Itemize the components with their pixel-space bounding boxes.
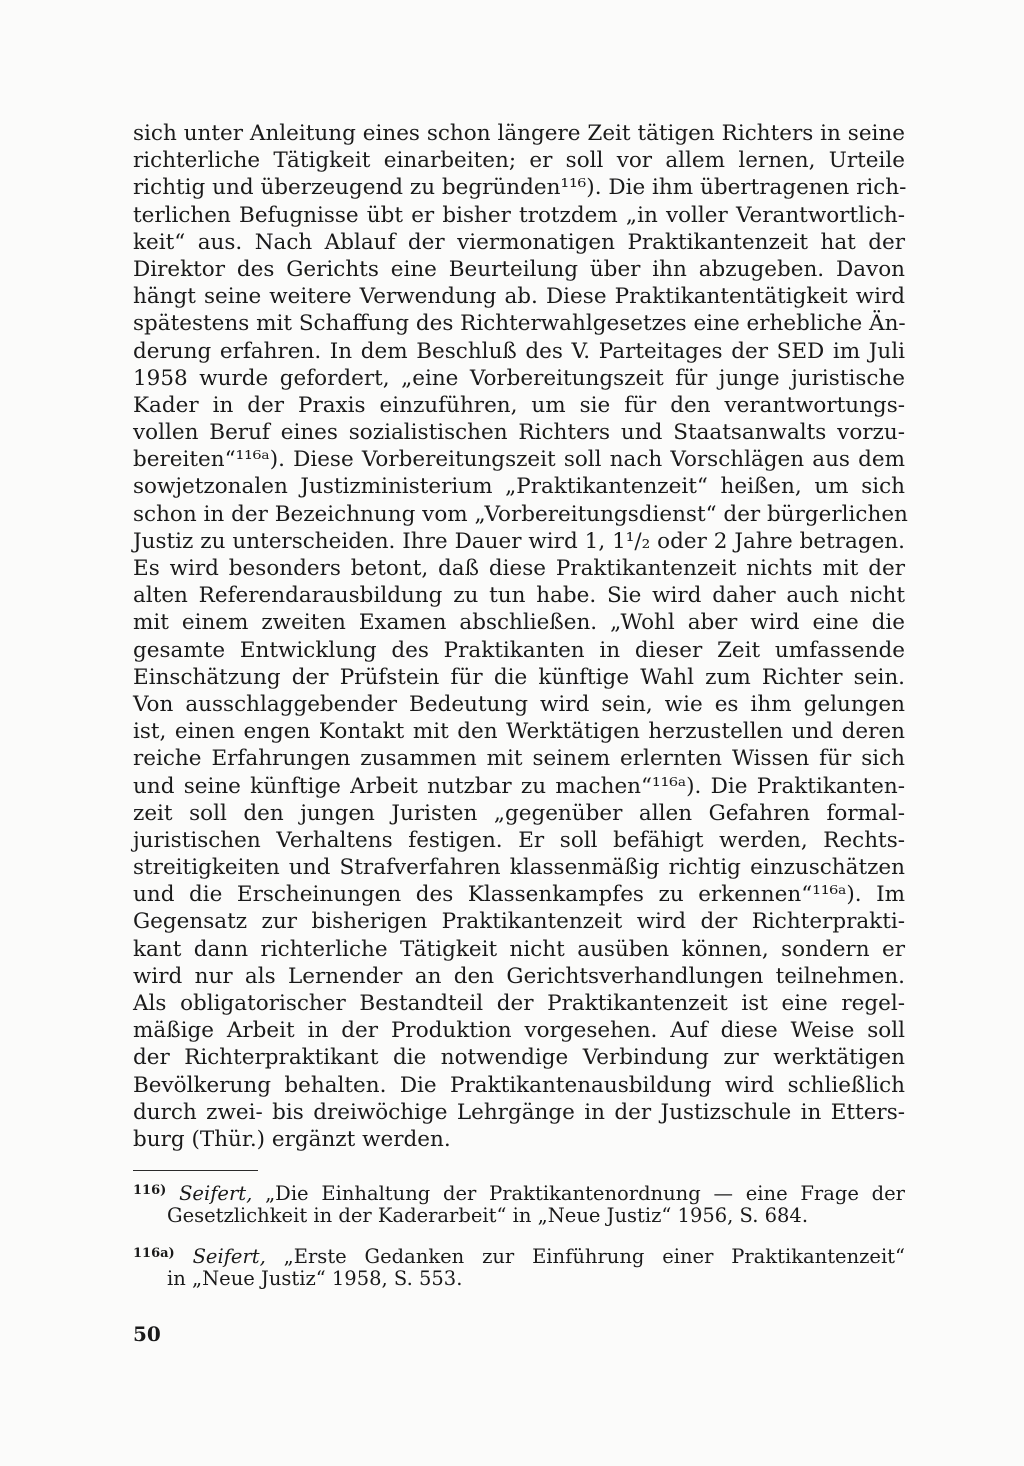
body-line: streitigkeiten und Strafverfahren klassenmäßig richtig einzuschätzen [133, 855, 905, 881]
body-line: mit einem zweiten Examen abschließen. „Wohl aber wird eine die [133, 610, 905, 636]
body-line: spätestens mit Schaffung des Richterwahlgesetzes eine erhebliche Än- [133, 311, 906, 337]
body-line: Von ausschlaggebender Bedeutung wird sein, wie es ihm gelungen [133, 691, 905, 717]
footnote-116a [133, 1241, 905, 1291]
body-line: durch zwei- bis dreiwöchige Lehrgänge in der Justizschule in Etters- [133, 1099, 905, 1125]
body-line: schon in der Bezeichnung vom „Vorbereitungsdienst“ der bürgerlichen [133, 501, 908, 527]
body-line: juristischen Verhaltens festigen. Er soll befähigt werden, Rechts- [133, 827, 905, 853]
body-line: Gegensatz zur bisherigen Praktikantenzeit wird der Richterprakti- [133, 909, 905, 935]
footnote-text [193, 1245, 905, 1268]
footnote-author: Seifert, [179, 1182, 253, 1205]
footnote-first-line [133, 1178, 905, 1203]
body-line: reiche Erfahrungen zusammen mit seinem erlernten Wissen für sich [133, 746, 905, 772]
body-text [133, 120, 908, 1153]
body-line: terlichen Befugnisse übt er bisher trotzdem „in voller Verantwortlich- [133, 202, 905, 228]
body-line: wird nur als Lernender an den Gerichtsverhandlungen teilnehmen. [133, 963, 905, 989]
body-line: 1958 wurde gefordert, „eine Vorbereitungszeit für junge juristische [133, 365, 905, 391]
body-line: Einschätzung der Prüfstein für die künftige Wahl zum Richter sein. [133, 664, 905, 690]
footnote-divider [133, 1170, 258, 1171]
body-line: und die Erscheinungen des Klassenkampfes zu erkennen“¹¹⁶ᵃ). Im [133, 882, 905, 908]
body-line: derung erfahren. In dem Beschluß des V. Parteitages der SED im Juli [133, 338, 905, 364]
footnote-second-line: in „Neue Justiz“ 1958, S. 553. [167, 1267, 463, 1290]
body-line: alten Referendarausbildung zu tun habe. Sie wird daher auch nicht [133, 583, 905, 609]
body-line: Bevölkerung behalten. Die Praktikantenausbildung wird schließlich [133, 1072, 905, 1098]
footnote-second-line: Gesetzlichkeit in der Kaderarbeit“ in „Neue Justiz“ 1956, S. 684. [167, 1204, 809, 1227]
body-line: Es wird besonders betont, daß diese Praktikantenzeit nichts mit der [133, 556, 905, 581]
page-number: 50 [133, 1322, 161, 1346]
body-line: richterliche Tätigkeit einarbeiten; er soll vor allem lernen, Urteile [133, 148, 905, 174]
footnote-text [179, 1182, 905, 1205]
body-line: vollen Beruf eines sozialistischen Richters und Staatsanwalts vorzu- [133, 420, 905, 446]
body-line: ist, einen engen Kontakt mit den Werktätigen herzustellen und deren [133, 719, 905, 745]
body-line: gesamte Entwicklung des Praktikanten in dieser Zeit umfassende [133, 637, 905, 663]
body-line: mäßige Arbeit in der Produktion vorgesehen. Auf diese Weise soll [133, 1018, 905, 1044]
body-line: der Richterpraktikant die notwendige Verbindung zur werktätigen [133, 1045, 905, 1071]
footnote-author: Seifert, [192, 1245, 266, 1268]
body-line: sowjetzonalen Justizministerium „Praktikantenzeit“ heißen, um sich [133, 474, 905, 500]
body-line: sich unter Anleitung eines schon längere Zeit tätigen Richters in seine [133, 121, 905, 146]
body-line: bereiten“¹¹⁶ᵃ). Diese Vorbereitungszeit soll nach Vorschlägen aus dem [133, 447, 905, 473]
body-line: keit“ aus. Nach Ablauf der viermonatigen Praktikantenzeit hat der [133, 229, 905, 255]
footnotes [133, 1178, 905, 1304]
body-line: und seine künftige Arbeit nutzbar zu machen“¹¹⁶ᵃ). Die Praktikanten- [133, 773, 905, 799]
footnote-mark: 116) [133, 1183, 167, 1198]
body-line: burg (Thür.) ergänzt werden. [133, 1126, 451, 1152]
body-line: kant dann richterliche Tätigkeit nicht ausüben können, sondern er [133, 936, 905, 962]
body-line: richtig und überzeugend zu begründen¹¹⁶). Die ihm übertragenen rich- [133, 175, 907, 201]
body-line: zeit soll den jungen Juristen „gegenüber allen Gefahren formal- [133, 800, 905, 826]
body-line: Kader in der Praxis einzuführen, um sie für den verantwortungs- [133, 392, 905, 418]
body-line: Direktor des Gerichts eine Beurteilung über ihn abzugeben. Davon [133, 256, 905, 282]
body-line: Justiz zu unterscheiden. Ihre Dauer wird 1, 1¹/₂ oder 2 Jahre betragen. [133, 528, 905, 554]
footnote-citation: „Erste Gedanken zur Einführung einer Praktikantenzeit“ [265, 1245, 905, 1268]
footnote-mark: 116a) [133, 1246, 175, 1261]
footnote-citation: „Die Einhaltung der Praktikantenordnung — eine Frage der [252, 1182, 905, 1205]
footnote-first-line [133, 1241, 905, 1266]
footnote-116 [133, 1178, 905, 1228]
body-line: Als obligatorischer Bestandteil der Praktikantenzeit ist eine regel- [133, 991, 905, 1016]
body-line: hängt seine weitere Verwendung ab. Diese Praktikantentätigkeit wird [133, 284, 905, 310]
